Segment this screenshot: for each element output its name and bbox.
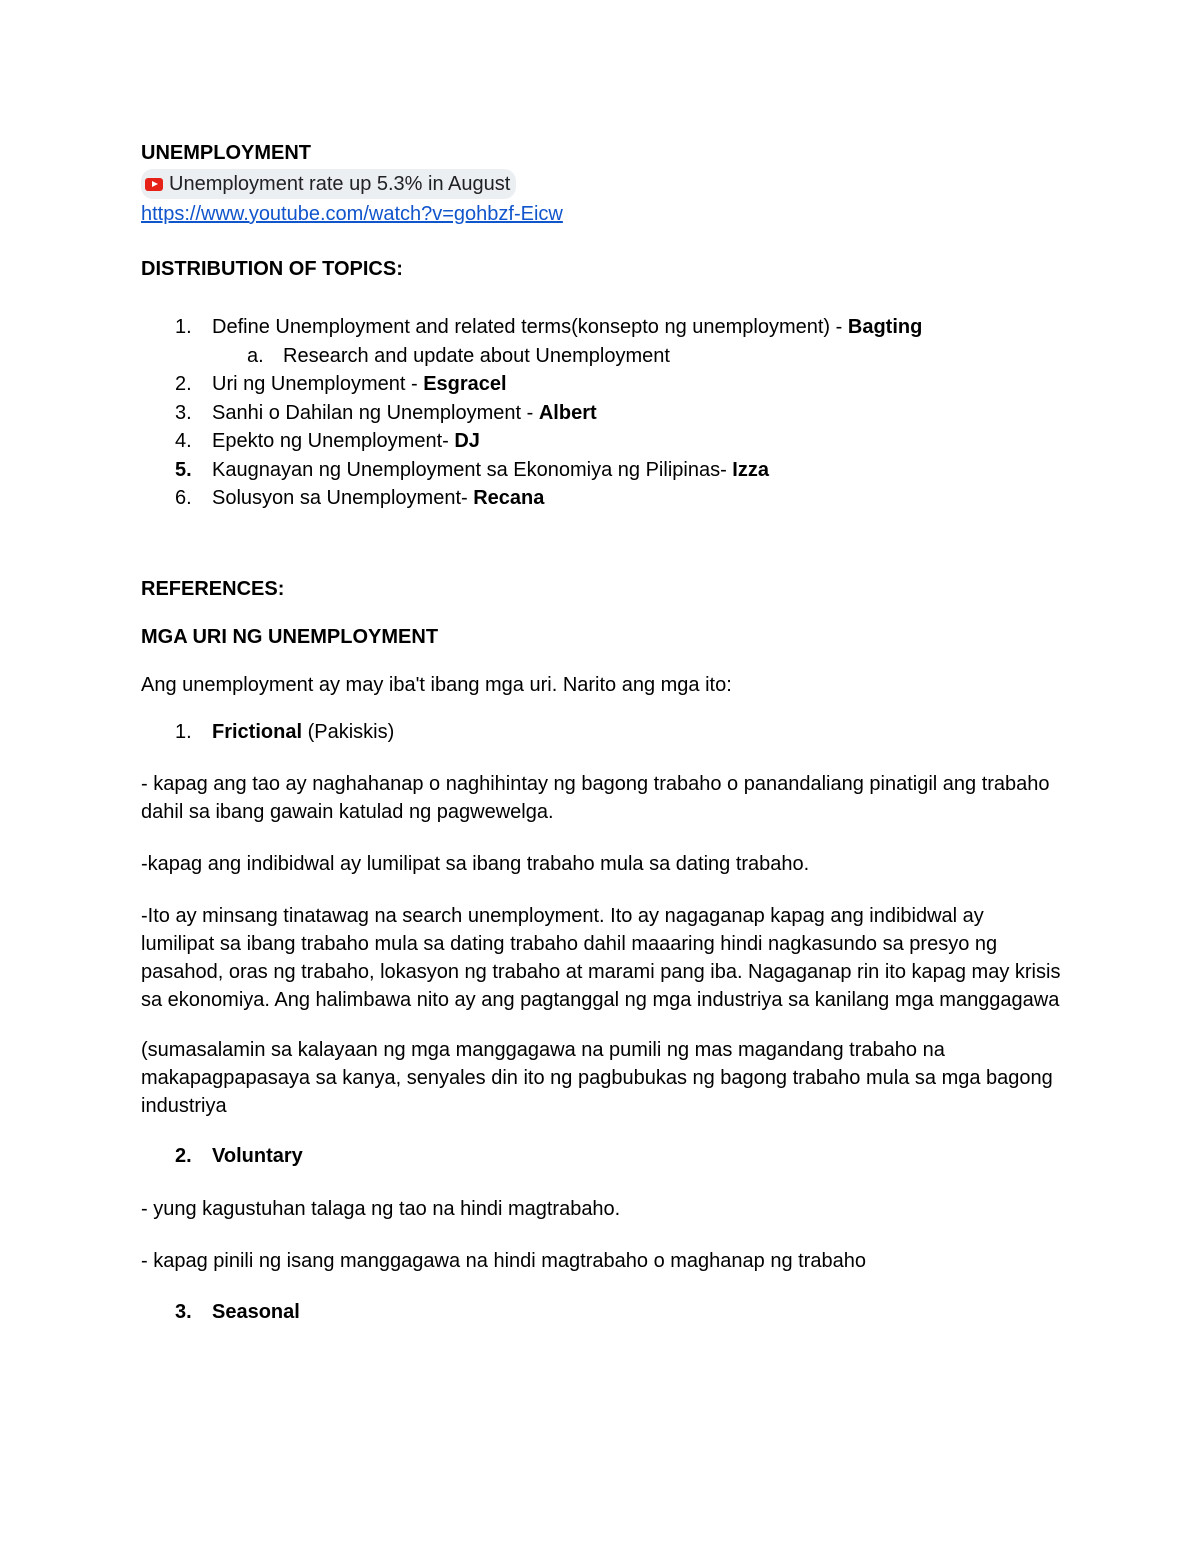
- paragraph: -Ito ay minsang tinatawag na search unemployment. Ito ay nagaganap kapag ang indibidwal ay lumilipat sa ibang trabaho mula sa dating trabaho dahil maaaring hindi nagkasundo sa presyo ng pasahod, oras ng trabaho, lokasyon ng trabaho at marami pang iba. Nagaganap rin ito kapag may krisis sa ekonomiya. Ang halimbawa nito ay ang pagtanggal ng mga industriya sa kanilang mga manggagawa: [141, 905, 1061, 1011]
- paragraph: (sumasalamin sa kalayaan ng mga manggagawa na pumili ng mas magandang trabaho na makapagpapasaya sa kanya, senyales din ito ng pagbubukas ng bagong trabaho mula sa mga bagong industriya: [141, 1039, 1053, 1117]
- list-number: 1.: [175, 316, 192, 338]
- list-item-text: Kaugnayan ng Unemployment sa Ekonomiya ng Pilipinas-: [212, 458, 733, 481]
- types-heading: MGA URI NG UNEMPLOYMENT: [141, 625, 439, 648]
- type-name: Seasonal: [212, 1300, 300, 1323]
- youtube-link[interactable]: https://www.youtube.com/watch?v=gohbzf-Eicw: [141, 203, 563, 225]
- topic-list: [141, 313, 1061, 513]
- list-number: 4.: [175, 430, 192, 452]
- distribution-heading: DISTRIBUTION OF TOPICS:: [141, 258, 403, 280]
- list-number: 1.: [175, 720, 192, 743]
- list-number: 3.: [175, 401, 192, 424]
- document-title: UNEMPLOYMENT: [141, 142, 311, 164]
- paragraph: - kapag pinili ng isang manggagawa na hindi magtrabaho o maghanap ng trabaho: [141, 1249, 866, 1272]
- list-item: [141, 718, 1061, 747]
- list-item-text: Research and update about Unemployment: [283, 344, 670, 367]
- paragraph: - kapag ang tao ay naghahanap o naghihintay ng bagong trabaho o panandaliang pinatigil ang trabaho dahil sa ibang gawain katulad ng pagwewelga.: [141, 773, 1050, 823]
- list-item: [141, 370, 1061, 399]
- assignee-name: Recana: [473, 487, 545, 509]
- assignee-name: Albert: [538, 401, 597, 424]
- list-number: 6.: [175, 487, 192, 509]
- list-item-text: Uri ng Unemployment -: [212, 373, 424, 395]
- type-list-2: [141, 1142, 1061, 1171]
- list-number: 5.: [175, 458, 192, 481]
- video-chip-label: Unemployment rate up 5.3% in August: [169, 173, 511, 195]
- assignee-name: Izza: [732, 458, 769, 481]
- type-note: (Pakiskis): [302, 720, 395, 743]
- video-chip[interactable]: [141, 169, 516, 199]
- list-item: [141, 313, 1061, 342]
- list-number: 2.: [175, 1145, 192, 1167]
- youtube-icon: [145, 178, 163, 191]
- list-item: [141, 399, 1061, 428]
- assignee-name: Bagting: [847, 316, 923, 338]
- list-item-text: Define Unemployment and related terms(konsepto ng unemployment) -: [212, 316, 848, 338]
- document-page: [141, 138, 1061, 1326]
- paragraph: -kapag ang indibidwal ay lumilipat sa ibang trabaho mula sa dating trabaho.: [141, 853, 810, 875]
- type-list-3: [141, 1298, 1061, 1327]
- list-item-text: Sanhi o Dahilan ng Unemployment -: [212, 401, 539, 424]
- list-item-text: Epekto ng Unemployment-: [212, 430, 455, 452]
- references-heading: REFERENCES:: [141, 577, 285, 600]
- list-item: [141, 1142, 1061, 1171]
- paragraph: - yung kagustuhan talaga ng tao na hindi magtrabaho.: [141, 1197, 621, 1220]
- list-item: [141, 427, 1061, 456]
- list-item: [141, 484, 1061, 513]
- list-number: a.: [247, 344, 264, 367]
- type-list-1: [141, 718, 1061, 747]
- intro-paragraph: Ang unemployment ay may iba't ibang mga uri. Narito ang mga ito:: [141, 673, 732, 696]
- list-item: [141, 456, 1061, 485]
- list-number: 2.: [175, 373, 192, 395]
- list-number: 3.: [175, 1300, 192, 1323]
- assignee-name: DJ: [454, 430, 480, 452]
- list-item-text: Solusyon sa Unemployment-: [212, 487, 474, 509]
- assignee-name: Esgracel: [423, 373, 507, 395]
- type-name: Frictional: [212, 720, 303, 743]
- list-item: [141, 1298, 1061, 1327]
- list-item: [141, 342, 1061, 371]
- type-name: Voluntary: [212, 1145, 303, 1167]
